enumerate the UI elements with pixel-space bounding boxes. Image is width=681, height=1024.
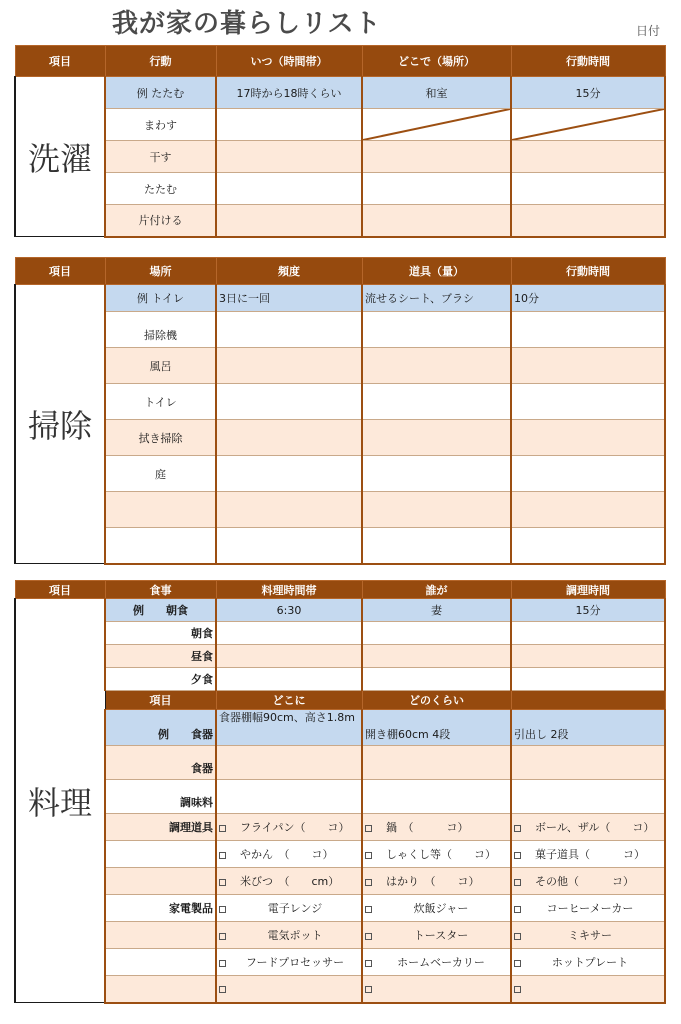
row-label: 片付ける (105, 205, 216, 237)
checkbox-icon[interactable] (514, 825, 521, 832)
input-cell[interactable] (216, 109, 362, 141)
utensil-item[interactable]: やかん （ コ） (216, 841, 362, 868)
header-duration: 調理時間 (511, 581, 665, 599)
row-label: 調味料 (105, 780, 216, 814)
input-cell[interactable] (216, 420, 362, 456)
subheader-blank (511, 691, 665, 710)
input-cell[interactable] (511, 528, 665, 564)
row-label (105, 492, 216, 528)
example-duration[interactable]: 15分 (511, 599, 665, 622)
appliance-item[interactable]: 電気ポット (216, 922, 362, 949)
checkbox-icon[interactable] (514, 933, 521, 940)
input-cell[interactable] (362, 645, 511, 668)
checkbox-icon[interactable] (514, 852, 521, 859)
header-time: 行動時間 (511, 258, 665, 285)
input-cell[interactable] (216, 205, 362, 237)
input-cell[interactable] (216, 622, 362, 645)
row-label: 拭き掃除 (105, 420, 216, 456)
storage-example-amount[interactable]: 開き棚60cm 4段 (362, 710, 511, 746)
input-cell[interactable] (511, 645, 665, 668)
input-cell[interactable] (511, 348, 665, 384)
input-cell[interactable] (511, 173, 665, 205)
input-cell[interactable] (362, 173, 511, 205)
input-cell[interactable] (216, 456, 362, 492)
checkbox-icon[interactable] (219, 986, 226, 993)
checkbox-icon[interactable] (514, 960, 521, 967)
appliance-item[interactable]: コーヒーメーカー (511, 895, 665, 922)
header-when: いつ（時間帯） (216, 46, 362, 77)
header-frequency: 頻度 (216, 258, 362, 285)
input-cell[interactable] (511, 456, 665, 492)
checkbox-icon[interactable] (365, 852, 372, 859)
appliances-label: 家電製品 (105, 895, 216, 922)
example-time-slot[interactable]: 6:30 (216, 599, 362, 622)
example-action: 例 たたむ (105, 77, 216, 109)
row-label: 朝食 (105, 622, 216, 645)
utensil-item[interactable]: しゃくし等（ コ） (362, 841, 511, 868)
subheader-amount: どのくらい (362, 691, 511, 710)
input-cell[interactable] (362, 141, 511, 173)
slashed-cell (511, 109, 665, 141)
input-cell[interactable] (511, 780, 665, 814)
checkbox-icon[interactable] (219, 852, 226, 859)
page-title: 我が家の暮らしリスト (112, 9, 382, 39)
cleaning-table (14, 257, 666, 565)
header-action: 行動 (105, 46, 216, 77)
input-cell[interactable] (511, 141, 665, 173)
header-item: 項目 (15, 46, 105, 77)
cooking-table (14, 580, 666, 1004)
example-place: 例 トイレ (105, 285, 216, 312)
input-cell[interactable] (362, 746, 511, 780)
example-meal: 例 朝食 (105, 599, 216, 622)
storage-example-item: 例 食器 (105, 710, 216, 746)
checkbox-icon[interactable] (365, 986, 372, 993)
input-cell[interactable] (362, 420, 511, 456)
header-who: 誰が (362, 581, 511, 599)
utensils-label: 調理道具 (105, 814, 216, 841)
example-where[interactable]: 和室 (362, 77, 511, 109)
input-cell[interactable] (216, 141, 362, 173)
input-cell[interactable] (362, 668, 511, 691)
category-cooking: 料理 (15, 599, 105, 1003)
utensil-item[interactable]: 鍋 （ コ） (362, 814, 511, 841)
header-where: どこで（場所） (362, 46, 511, 77)
blank-label (105, 841, 216, 868)
row-label: 庭 (105, 456, 216, 492)
utensil-item[interactable]: その他（ コ） (511, 868, 665, 895)
example-time[interactable]: 10分 (511, 285, 665, 312)
slashed-cell (362, 109, 511, 141)
input-cell[interactable] (216, 528, 362, 564)
subheader-where: どこに (216, 691, 362, 710)
input-cell[interactable] (511, 746, 665, 780)
input-cell[interactable] (511, 420, 665, 456)
example-when[interactable]: 17時から18時くらい (216, 77, 362, 109)
example-tools[interactable]: 流せるシート、ブラシ (362, 285, 511, 312)
appliance-item[interactable]: 炊飯ジャー (362, 895, 511, 922)
storage-example-where[interactable]: 食器棚幅90cm、高さ1.8m (216, 710, 362, 746)
blank-label (105, 868, 216, 895)
date-label: 日付 (636, 24, 661, 38)
appliance-item[interactable]: 電子レンジ (216, 895, 362, 922)
input-cell[interactable] (362, 348, 511, 384)
checkbox-icon[interactable] (219, 960, 226, 967)
row-label: トイレ (105, 384, 216, 420)
input-cell[interactable] (511, 312, 665, 348)
row-label: 夕食 (105, 668, 216, 691)
appliance-item[interactable] (511, 976, 665, 1003)
input-cell[interactable] (216, 668, 362, 691)
checkbox-icon[interactable] (219, 825, 226, 832)
input-cell[interactable] (216, 348, 362, 384)
blank-label (105, 949, 216, 976)
input-cell[interactable] (216, 780, 362, 814)
header-place: 場所 (105, 258, 216, 285)
input-cell[interactable] (216, 312, 362, 348)
row-label: 食器 (105, 746, 216, 780)
input-cell[interactable] (511, 205, 665, 237)
utensil-item[interactable]: フライパン（ コ） (216, 814, 362, 841)
subheader-item: 項目 (105, 691, 216, 710)
input-cell[interactable] (216, 492, 362, 528)
header-time-slot: 料理時間帯 (216, 581, 362, 599)
utensil-item[interactable]: 米びつ （ cm） (216, 868, 362, 895)
input-cell[interactable] (362, 780, 511, 814)
storage-example-extra[interactable]: 引出し 2段 (511, 710, 665, 746)
blank-label (105, 976, 216, 1003)
appliance-item[interactable] (216, 976, 362, 1003)
checkbox-icon[interactable] (514, 879, 521, 886)
input-cell[interactable] (511, 384, 665, 420)
header-tools: 道具（量） (362, 258, 511, 285)
example-time[interactable]: 15分 (511, 77, 665, 109)
checkbox-icon[interactable] (514, 906, 521, 913)
header-item: 項目 (15, 258, 105, 285)
example-who[interactable]: 妻 (362, 599, 511, 622)
row-label: たたむ (105, 173, 216, 205)
appliance-item[interactable]: ミキサー (511, 922, 665, 949)
input-cell[interactable] (362, 492, 511, 528)
input-cell[interactable] (511, 622, 665, 645)
input-cell[interactable] (511, 668, 665, 691)
input-cell[interactable] (362, 384, 511, 420)
row-label: 風呂 (105, 348, 216, 384)
checkbox-icon[interactable] (365, 825, 372, 832)
input-cell[interactable] (362, 312, 511, 348)
blank-label (105, 922, 216, 949)
row-label: 掃除機 (105, 312, 216, 348)
checkbox-icon[interactable] (365, 960, 372, 967)
appliance-item[interactable]: ホームベーカリー (362, 949, 511, 976)
laundry-table (14, 45, 666, 238)
row-label: まわす (105, 109, 216, 141)
appliance-item[interactable]: フードプロセッサー (216, 949, 362, 976)
utensil-item[interactable]: はかり （ コ） (362, 868, 511, 895)
row-label: 干す (105, 141, 216, 173)
utensil-item[interactable]: ボール、ザル（ コ） (511, 814, 665, 841)
row-label (105, 528, 216, 564)
input-cell[interactable] (216, 746, 362, 780)
checkbox-icon[interactable] (365, 933, 372, 940)
input-cell[interactable] (216, 384, 362, 420)
input-cell[interactable] (362, 528, 511, 564)
checkbox-icon[interactable] (219, 906, 226, 913)
utensil-item[interactable]: 菓子道具（ コ） (511, 841, 665, 868)
row-label: 昼食 (105, 645, 216, 668)
category-cleaning: 掃除 (15, 285, 105, 564)
checkbox-icon[interactable] (365, 906, 372, 913)
checkbox-icon[interactable] (514, 986, 521, 993)
appliance-item[interactable]: トースター (362, 922, 511, 949)
checkbox-icon[interactable] (219, 879, 226, 886)
input-cell[interactable] (511, 492, 665, 528)
input-cell[interactable] (216, 173, 362, 205)
example-frequency[interactable]: 3日に一回 (216, 285, 362, 312)
category-laundry: 洗濯 (15, 77, 105, 237)
input-cell[interactable] (362, 456, 511, 492)
appliance-item[interactable] (362, 976, 511, 1003)
checkbox-icon[interactable] (219, 933, 226, 940)
input-cell[interactable] (362, 622, 511, 645)
appliance-item[interactable]: ホットプレート (511, 949, 665, 976)
checkbox-icon[interactable] (365, 879, 372, 886)
input-cell[interactable] (362, 205, 511, 237)
header-time: 行動時間 (511, 46, 665, 77)
header-meal: 食事 (105, 581, 216, 599)
header-item: 項目 (15, 581, 105, 599)
input-cell[interactable] (216, 645, 362, 668)
